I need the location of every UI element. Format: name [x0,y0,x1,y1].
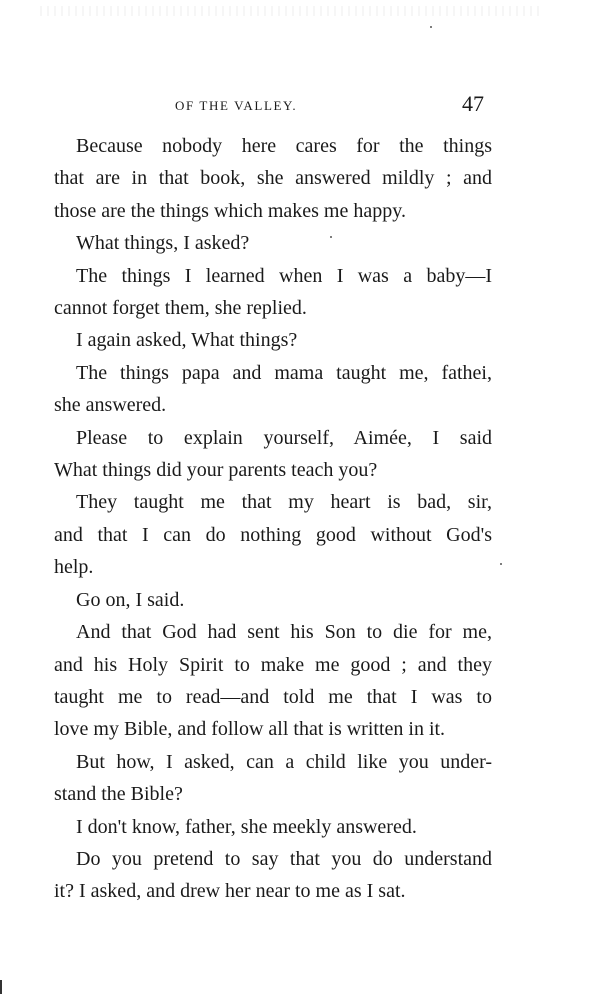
text-line: help. [54,556,94,579]
page-number: 47 [462,91,484,116]
text-line: taught me to read—and told me that I was to [54,685,492,708]
text-line: and his Holy Spirit to make me good ; and they [54,653,492,676]
text-line: and that I can do nothing good without God's [54,523,492,546]
text-line: that are in that book, she answered mildly ; and [54,167,492,190]
text-line: The things papa and mama taught me, fathei, [76,361,492,384]
scan-speck [500,563,502,565]
page-edge-mark [0,980,2,994]
text-line: it? I asked, and drew her near to me as I sat. [54,880,406,903]
text-line: cannot forget them, she replied. [54,297,307,320]
text-line: What things, I asked? [76,232,250,255]
scan-speck [330,236,332,238]
text-line: those are the things which makes me happy. [54,199,406,222]
text-line: Because nobody here cares for the things [76,135,492,157]
text-line: What things did your parents teach you? [54,459,378,482]
text-line: Go on, I said. [76,588,185,611]
scan-speck [430,26,432,28]
text-line: I again asked, What things? [76,329,298,352]
text-line: Please to explain yourself, Aimée, I said [76,426,492,449]
text-line: But how, I asked, can a child like you under- [76,750,492,773]
text-line: Do you pretend to say that you do understand [76,847,492,870]
scan-noise [40,6,540,16]
text-line: They taught me that my heart is bad, sir, [76,491,492,514]
text-line: love my Bible, and follow all that is written in it. [54,718,446,741]
text-line: she answered. [54,394,167,417]
text-line: And that God had sent his Son to die for me, [76,621,492,644]
running-head: OF THE VALLEY. [175,98,298,113]
text-line: stand the Bible? [54,783,183,806]
body-text [54,130,492,908]
text-line: I don't know, father, she meekly answered. [76,815,417,838]
text-line: The things I learned when I was a baby—I [76,264,492,287]
